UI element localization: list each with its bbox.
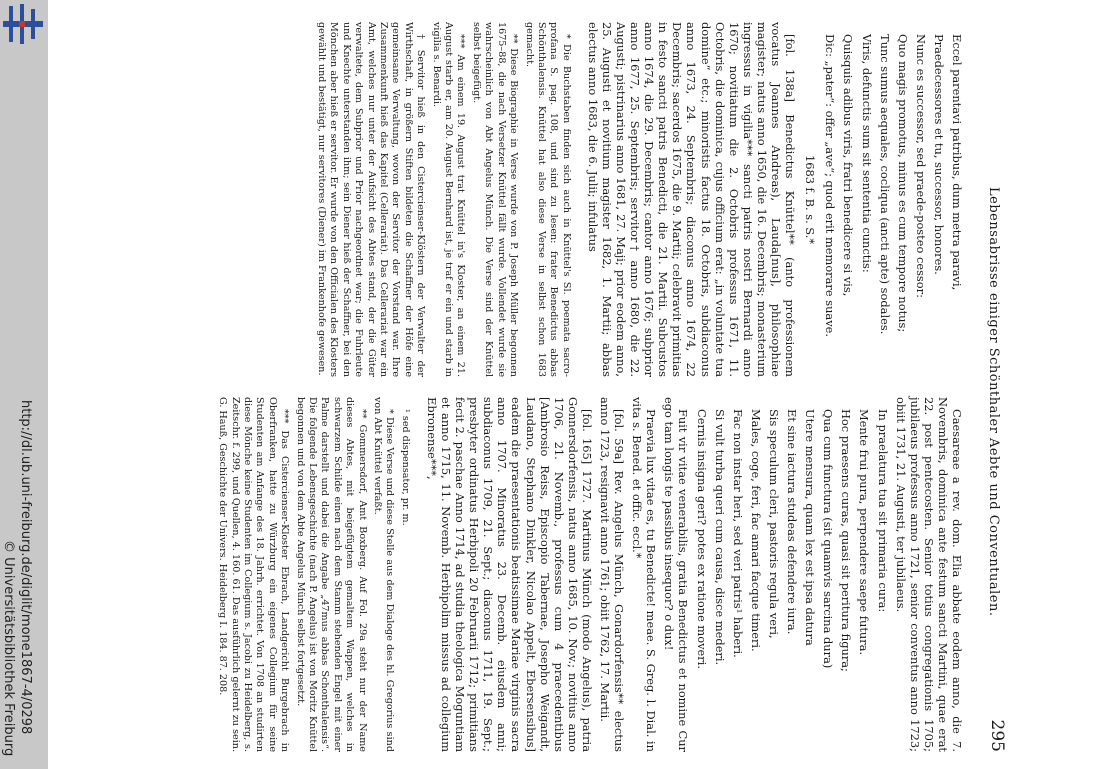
right-column (213, 397, 964, 752)
verse-line: Si vult turba queri cum causa, disce mederi. (712, 409, 727, 666)
section-heading: 1683 f. B. s. S.* (803, 154, 818, 245)
verse-line: Nunc es successor, sed praede-posteo cessor: (913, 34, 928, 298)
verse-line: Utere mensura, quam lex est ipsa datura (803, 409, 818, 646)
verse-line: Quo magis promotus, minus es cum tempore notus; (895, 34, 910, 333)
verse-line: Fac non instar heri, sed veri patris¹ haberi. (730, 409, 745, 658)
copyright-notice: © Universitätsbibliothek Freiburg (1, 540, 16, 757)
footnote: *** Das Cistercienser-Kloster Ebrach, Landgericht Burgebrach in Oberfranken, hatte zu Würzburg ein eigenes Collegium für seine Studenten am Anfange des 18. Jahrh. errichtet. Von 1708 an studirten diese Mönche keine Studenten im Collegium s. Jacobi zu Heidelberg, s. Zeitschr. f. 299, und Quellen, 4. 160. 61. Das ausführlich gelernt zu sein. G. Hauß, Geschichte der Univers. Heidelberg I. 184. 87. 208. (217, 397, 291, 752)
verse-line: In praelatura tua sit primaria cura: (875, 409, 890, 613)
verse-line: Dic: „pater“: offer „ave“; quod erit memorare suave. (823, 34, 838, 337)
footnote: *** Am einem 19. August trat Knüttel in's Kloster, an einem 21. August starb er, am 20. August Bernhard ist, je traf er ein und starb in vigilia s. Benardi. (430, 22, 467, 377)
running-title: Lebensabrisse einiger Schönthaler Aebte und Conventualen. (986, 187, 1001, 617)
footnote: * Die Buchstaben finden sich auch in Knüttel's Sl. poemata sacro-profana S. pag. 108, und sind zu lesen: frater Benedictus abbas Schönthalensis. Knüttel hat also diese Verse in selbst schon 1683 gemacht. (523, 22, 572, 377)
left-footnotes (315, 22, 572, 377)
verse-line: Et sine iactura studeas defendere iura. (785, 409, 800, 635)
sidebar (0, 0, 48, 769)
page-header (980, 12, 1007, 762)
footnote: ** Gommersdorf, Amt Boxberg. Auf Fol. 29a steht nur der Name dieses Abtes, mit beigefügtem gemaltem Wappen, welches in schwarzem Schilde einen nach dem Stamm stehenden Engel mit einer Palme darstellt und dabei die Angabe „47mus abbas Schonthalensis“. Die folgende Lebensgeschichte (nach P. Angelus) ist von Moritz Knüttel begonnen und von dem Abte Angelus Münch selbst fortgesetzt. (294, 397, 368, 752)
verse-line: Praedecessores et tu, successor, honores. (931, 34, 946, 275)
paragraph: [fol. 165] 1727. Martinus Münch (modo Angelus), patria Gonnersdorfensis, natus anno 1685, 10. Nov.; novitius anno 1706, 21. Novemb., professus cum 4 praecedentibus [Ambrosio Reiss, Episcopio Tabernae, Josepho Weigandt, Laudano, Stephano Dinkler, Nicolao Appelt, Ebersensibus] eadem die praesentationis beatissimae Mariae virginis sacra anno 1707. Minoratus 23. Decemb. eiusdem anni; subdiaconus 1709, 21. Sept.; diaconus 1711, 19. Sept.; presbyter ordinatus Herbipoli 20 Februarii 1712; primitians fecit 2. paschae Anno 1714, ad studia theologica Moguntiam et anno 1715, 11. Novemb. Herbipolim missus ad collegium Ebronense***, (424, 397, 594, 752)
footnote: ¹ sed dispensator, pr. m. (399, 409, 411, 526)
footnote: * Diese Verse und diese Stelle aus dem Dialoge des hl. Gregorius sind von Abt Knüttel verfaßt. (372, 397, 396, 752)
verse-line: Viris, defunctis sum sit sententia cunctis: (859, 34, 874, 273)
verse-line: Sis speculum cleri, pastoris regula veri, (766, 409, 781, 639)
footnote: ** Diese Biographie in Verse wurde von P. Joseph Müller begonnen 1675–88, die nach Versetzer Knüttel fällt wurde. Vollendet wurde sie wahrscheinlich von Abt Angelus Münch. Die Verse sind der Knüttel selbst beigefügt. (470, 22, 520, 377)
verse-line: Qua cum functura (sit quamvis sarcina dura) (821, 409, 836, 669)
scanned-page (140, 12, 1007, 762)
paragraph: Praevia lux vitae es, tu Benedicte! meae. S. Greg. l. Dial. in vita s. Bened. et offic. eccl.* (630, 397, 659, 752)
footnote: † Servitor hieß in den Cistercienser-Klöstern der Verwalter der Wirthschaft, in größern Stiften bildeten die Schaffner der Höfe eine gemeinsame Verwaltung, wovon der Servitor der Vorstand war. Ihre Zusammenkunft hieß das Kapitel (Cellerariat). Das Cellerariat war ein Amt, welches nur unter der Aufsicht des Abtes stand, der die Güter verwaltete, dem Subprior und Prior nachgeordnet war; die Fuhrleute und Knechte unterstanden ihm; sein Diener hieß der Schaffner, bei den Mönchen aber hieß er servitor. Er wurde von den Officialen des Klosters gewählt und bestätigt, nur servitores (Diener) im Frankenhofe gewesen. (316, 22, 427, 377)
paragraph: Fuit vir vitae venerabilis, gratia Benedictus et nomine Cur ego tam longis te passibus insequor? o dux! (662, 397, 691, 752)
paragraph: [fol. 59a] Rev. Angelus Münch, Gonardorfensis** electus anno 1723, resignavit anno 1761; obiit 1762, 17. Martii. (598, 397, 627, 752)
verse-line: Mente frui pura, perpendere saepe futura. (857, 409, 872, 656)
verse-line: Cernis insigna geri? potes ex ratione moveri. (694, 409, 709, 669)
verse-line: Hoc praesens curas, quasi sit peritura figura; (839, 409, 854, 672)
paragraph: [fol. 138a] Benedictus Knüttel** (anto professionem vocatus Joannes Andreas), Lauda[nus], philosophiae magister; natus anno 1650, die 16. Decembris; monasterium ingressus in vigilia*** sancti patris nostri Bernardi anno 1670; novitiatum die 2. Octobris professus 1671, 11. Octobris, die dominica, cujus officium erat: „in voluntate tua domine“ etc.; minoristis factus 18. Octobris, subdiaconus anno 1673, 24. Septembris; diaconus anno 1674, 22 Decembris; sacerdos 1675, die 9. Martii; celebravit primitias in festo sancti patris Benedicti, die 21. Martii. Subcustos anno 1674, die 29. Decembris; cantor anno 1676; subprior anno 1677, 25. Septembris; servitor† anno 1680, die 22. Augusti; pistrinarius anno 1681, 27. Maji; prior eodem anno, 25. Augusti et novitium magister 1682, 1. Martii; abbas electus anno 1683, die 6. Julii; infulatus (585, 22, 798, 377)
left-column (312, 22, 964, 377)
page-number: 295 (987, 719, 1007, 752)
verse-line: Tunc sumus aequales, cocliqua (ancti apte) sodales. (877, 34, 892, 335)
verse-line: Quisquis adibus viris, fratri benedicere si vis, (841, 34, 856, 297)
source-url[interactable]: http://dl.ub.uni-freiburg.de/diglit/mone1867-4/0298 (18, 400, 33, 735)
paragraph: Caesareae a rev. dom. Elia abbate eodem anno, die 7. Novembris, dominica ante festum sancti Martini, quae erat 22. post pentecosten. Senior totius congregationis 1705; jubilaeus professus anno 1721, senior conventus anno 1723; obiit 1731, 21. Augusti, ter jubilaeus. (893, 397, 964, 752)
verse-line: Males, coge, feri, fac amari facque timeri. (748, 409, 763, 652)
right-footnotes (216, 397, 411, 752)
ub-freiburg-logo-icon (3, 4, 43, 44)
verse-line: Eccel parentavi patribus, dum metra paravi, (950, 34, 964, 291)
